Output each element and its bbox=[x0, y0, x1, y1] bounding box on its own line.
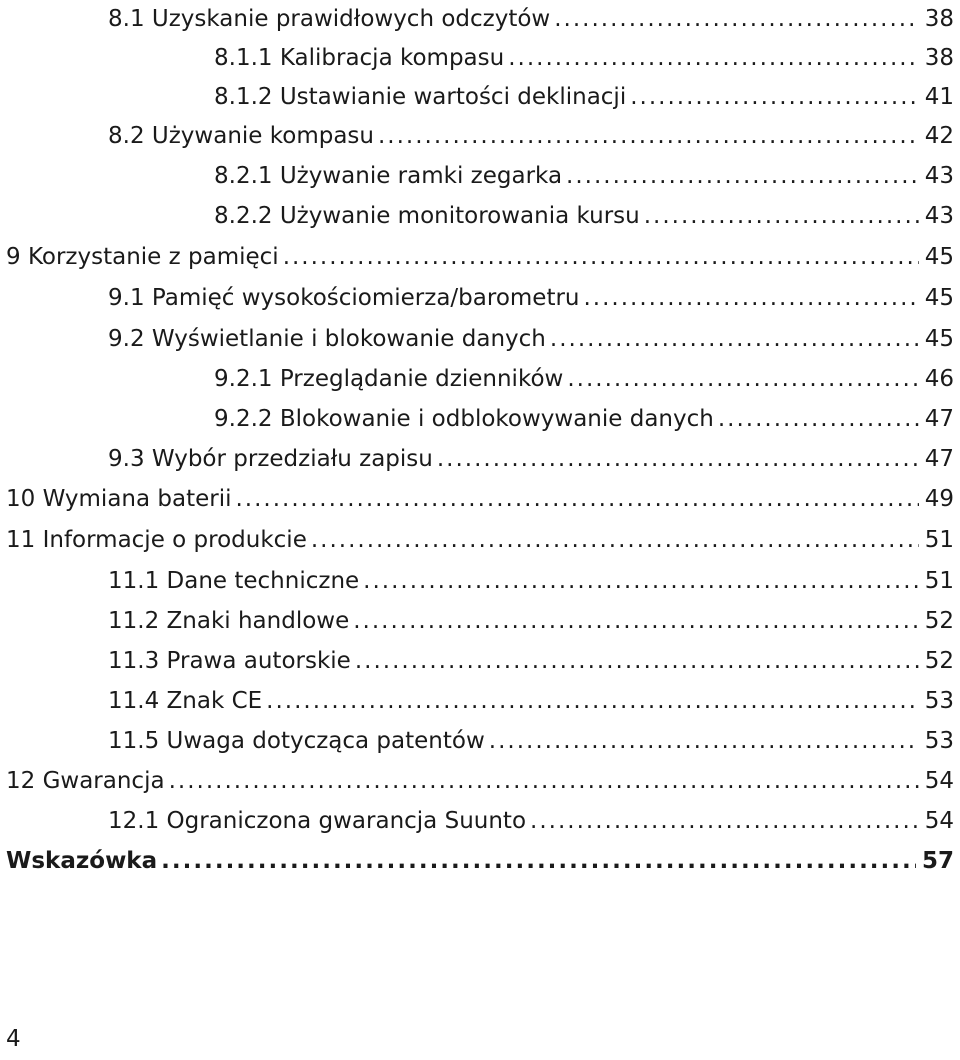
toc-dot-leader bbox=[283, 240, 919, 274]
toc-entry-page: 47 bbox=[924, 406, 954, 432]
toc-dot-leader bbox=[437, 442, 919, 476]
toc-dot-leader bbox=[584, 281, 919, 315]
toc-dot-leader bbox=[363, 564, 919, 598]
toc-dot-leader bbox=[718, 402, 919, 436]
toc-entry-title: 11.1 Dane techniczne bbox=[108, 568, 360, 594]
toc-entry-title: 9.3 Wybór przedziału zapisu bbox=[108, 446, 433, 472]
toc-dot-leader bbox=[630, 80, 919, 114]
toc-entry-title: 9.2.2 Blokowanie i odblokowywanie danych bbox=[214, 406, 714, 432]
toc-entry-title: 10 Wymiana baterii bbox=[6, 486, 232, 512]
toc-entry-page: 53 bbox=[924, 728, 954, 754]
toc-entry-page: 53 bbox=[924, 688, 954, 714]
toc-entry-page: 57 bbox=[921, 848, 954, 874]
toc-entry[interactable] bbox=[0, 240, 954, 274]
toc-entry-page: 51 bbox=[924, 527, 954, 553]
toc-dot-leader bbox=[554, 2, 918, 36]
page-number: 4 bbox=[6, 1026, 21, 1052]
toc-entry[interactable] bbox=[0, 402, 954, 436]
toc-entry[interactable] bbox=[0, 604, 954, 638]
toc-entry[interactable] bbox=[0, 764, 954, 798]
toc-dot-leader bbox=[489, 724, 919, 758]
toc-entry-title: 11.5 Uwaga dotycząca patentów bbox=[108, 728, 485, 754]
toc-entry-page: 52 bbox=[924, 648, 954, 674]
toc-entry-title: 11.2 Znaki handlowe bbox=[108, 608, 350, 634]
toc-entry-title: 9 Korzystanie z pamięci bbox=[6, 244, 279, 270]
toc-entry-page: 47 bbox=[924, 446, 954, 472]
toc-entry-page: 42 bbox=[924, 123, 954, 149]
toc-dot-leader bbox=[378, 119, 919, 153]
toc-entry-page: 43 bbox=[924, 203, 954, 229]
toc-entry[interactable] bbox=[0, 362, 954, 396]
toc-dot-leader bbox=[508, 41, 919, 75]
toc-dot-leader bbox=[236, 482, 919, 516]
toc-entry-page: 46 bbox=[924, 366, 954, 392]
toc-entry[interactable] bbox=[0, 2, 954, 36]
toc-entry-page: 45 bbox=[924, 244, 954, 270]
toc-entry-title: 11 Informacje o produkcie bbox=[6, 527, 307, 553]
toc-dot-leader bbox=[550, 322, 919, 356]
toc-entry-page: 49 bbox=[924, 486, 954, 512]
toc-dot-leader bbox=[169, 764, 919, 798]
toc-entry[interactable] bbox=[0, 644, 954, 678]
toc-entry-page: 38 bbox=[924, 45, 954, 71]
toc-dot-leader bbox=[266, 684, 919, 718]
toc-entry[interactable] bbox=[0, 684, 954, 718]
toc-entry-title: 12 Gwarancja bbox=[6, 768, 165, 794]
toc-entry-page: 38 bbox=[924, 6, 954, 32]
toc-entry-page: 45 bbox=[924, 285, 954, 311]
toc-entry-title: 9.1 Pamięć wysokościomierza/barometru bbox=[108, 285, 580, 311]
toc-entry-page: 51 bbox=[924, 568, 954, 594]
toc-entry[interactable] bbox=[0, 41, 954, 75]
toc-entry[interactable] bbox=[0, 442, 954, 476]
toc-entry[interactable] bbox=[0, 523, 954, 557]
toc-entry-page: 54 bbox=[924, 768, 954, 794]
toc-entry-page: 43 bbox=[924, 163, 954, 189]
toc-entry-title: 8.1.2 Ustawianie wartości deklinacji bbox=[214, 84, 627, 110]
toc-entry-title: Wskazówka bbox=[6, 848, 158, 874]
toc-entry-title: 11.3 Prawa autorskie bbox=[108, 648, 351, 674]
toc-entry-bold[interactable] bbox=[0, 844, 954, 878]
toc-dot-leader bbox=[161, 844, 916, 878]
toc-dot-leader bbox=[644, 199, 919, 233]
toc-dot-leader bbox=[530, 804, 919, 838]
toc-entry-title: 9.2 Wyświetlanie i blokowanie danych bbox=[108, 326, 546, 352]
toc-entry-title: 8.2 Używanie kompasu bbox=[108, 123, 374, 149]
toc-entry[interactable] bbox=[0, 199, 954, 233]
toc-entry-title: 12.1 Ograniczona gwarancja Suunto bbox=[108, 808, 527, 834]
toc-entry-title: 9.2.1 Przeglądanie dzienników bbox=[214, 366, 564, 392]
toc-entry-page: 41 bbox=[924, 84, 954, 110]
toc-entry-page: 45 bbox=[924, 326, 954, 352]
toc-dot-leader bbox=[355, 644, 919, 678]
toc-entry-title: 8.1.1 Kalibracja kompasu bbox=[214, 45, 505, 71]
toc-dot-leader bbox=[567, 362, 918, 396]
toc-entry-title: 11.4 Znak CE bbox=[108, 688, 263, 714]
toc-entry[interactable] bbox=[0, 564, 954, 598]
toc-entry[interactable] bbox=[0, 724, 954, 758]
toc-entry-page: 54 bbox=[924, 808, 954, 834]
toc-entry[interactable] bbox=[0, 482, 954, 516]
toc-entry-title: 8.2.1 Używanie ramki zegarka bbox=[214, 163, 563, 189]
toc-dot-leader bbox=[566, 159, 919, 193]
toc-entry-title: 8.1 Uzyskanie prawidłowych odczytów bbox=[108, 6, 551, 32]
toc-entry[interactable] bbox=[0, 159, 954, 193]
toc-entry[interactable] bbox=[0, 281, 954, 315]
toc-entry[interactable] bbox=[0, 804, 954, 838]
toc-entry[interactable] bbox=[0, 119, 954, 153]
toc-entry[interactable] bbox=[0, 80, 954, 114]
toc-entry[interactable] bbox=[0, 322, 954, 356]
toc-entry-title: 8.2.2 Używanie monitorowania kursu bbox=[214, 203, 640, 229]
toc-entry-page: 52 bbox=[924, 608, 954, 634]
toc-dot-leader bbox=[311, 523, 919, 557]
toc-dot-leader bbox=[353, 604, 918, 638]
